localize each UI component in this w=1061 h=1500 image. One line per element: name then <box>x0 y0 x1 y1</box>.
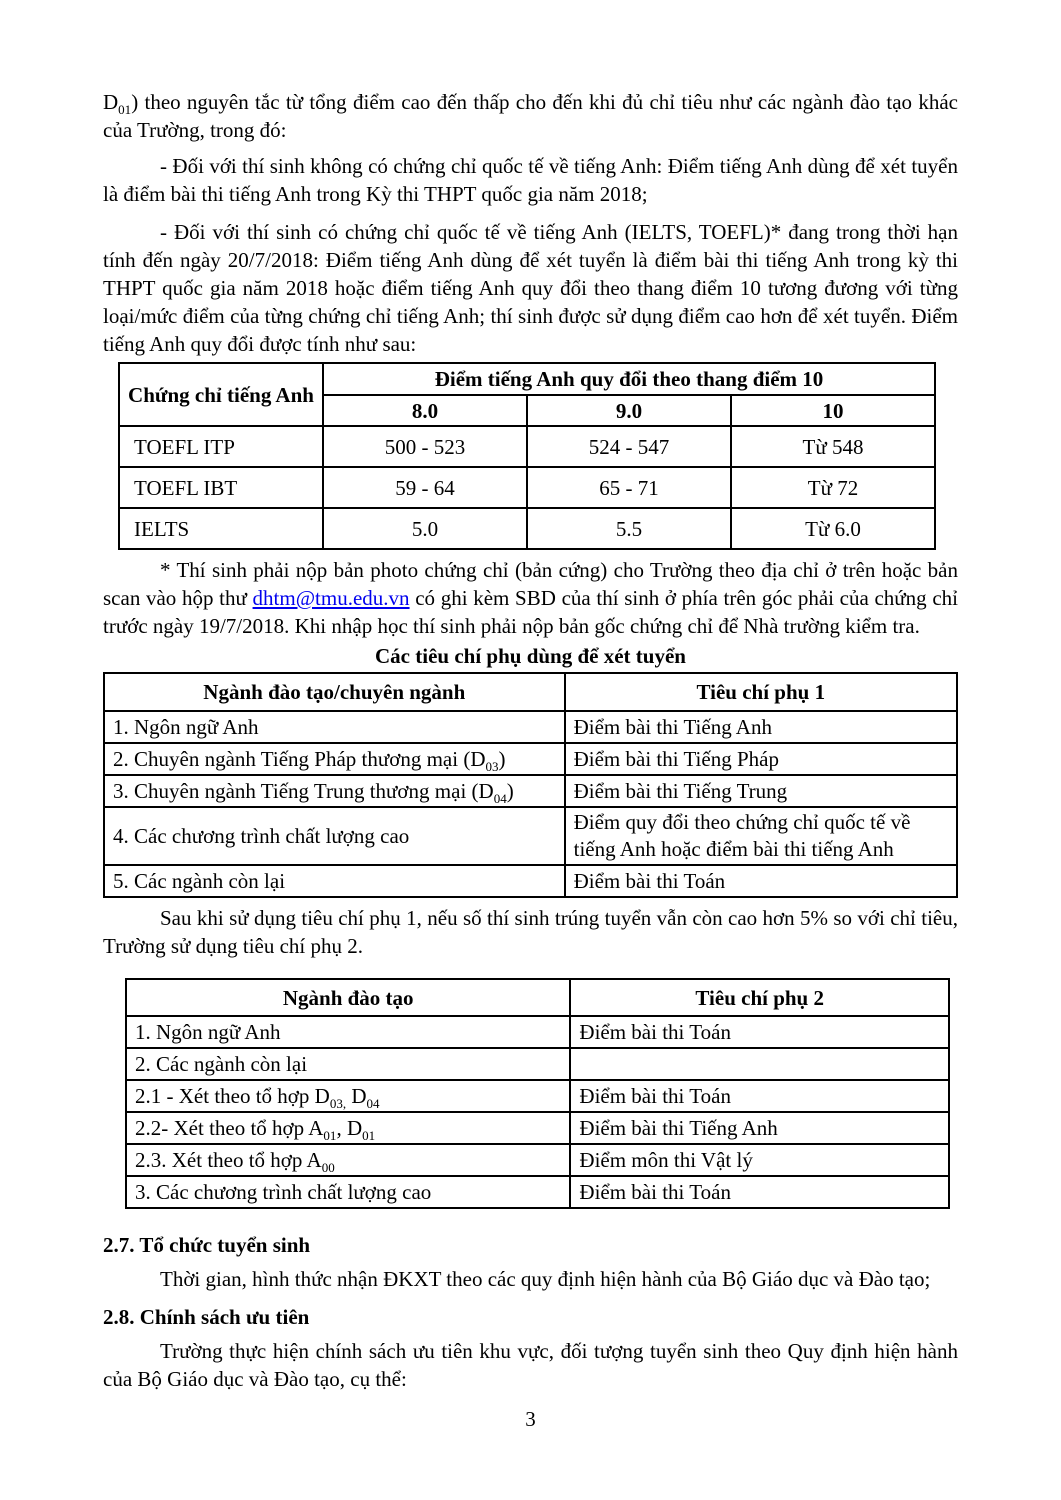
table-row <box>126 1016 949 1048</box>
table-header-row <box>104 673 957 711</box>
table-row <box>104 711 957 743</box>
table-cell: Điểm bài thi Toán <box>570 1016 949 1048</box>
table-cell: Điểm bài thi Toán <box>570 1080 949 1112</box>
section-2-7-body: Thời gian, hình thức nhận ĐKXT theo các quy định hiện hành của Bộ Giáo dục và Đào tạo; <box>160 1267 931 1291</box>
paragraph-subcriteria-2-note: Sau khi sử dụng tiêu chí phụ 1, nếu số thí sinh trúng tuyển vẫn còn cao hơn 5% so với chỉ tiêu, Trường sử dụng tiêu chí phụ 2. <box>103 906 958 958</box>
header-cell-conversion: Điểm tiếng Anh quy đổi theo thang điểm 10 <box>323 363 935 395</box>
table-cell: 2.3. Xét theo tổ hợp $A_{00}$ <box>126 1144 570 1176</box>
table-cell: 3. Các chương trình chất lượng cao <box>126 1176 570 1208</box>
table-cell: Điểm môn thi Vật lý <box>570 1144 949 1176</box>
submission-text-pre: * Thí sinh phải nộp bản photo chứng chỉ (bản cứng) cho Trường theo địa chỉ ở trên hoặc bản scan vào hộp thư <box>103 558 958 610</box>
table-cell: Từ 72 <box>731 467 935 508</box>
table-row <box>126 1144 949 1176</box>
table-row <box>119 426 935 467</box>
table-cell: 524 - 547 <box>527 426 731 467</box>
table-cell: 5. Các ngành còn lại <box>104 865 565 897</box>
table-cell: Điểm bài thi Toán <box>565 865 957 897</box>
table-row <box>126 1080 949 1112</box>
header-cell-major: Ngành đào tạo/chuyên ngành <box>104 673 565 711</box>
subcriteria-heading: Các tiêu chí phụ dùng để xét tuyển <box>375 644 686 668</box>
table-row <box>119 467 935 508</box>
table-cell <box>570 1048 949 1080</box>
table-cell: Điểm bài thi Toán <box>570 1176 949 1208</box>
header-cell-certificate: Chứng chỉ tiếng Anh <box>119 363 323 426</box>
table-cell: 2. Chuyên ngành Tiếng Pháp thương mại $(D_{03})$ <box>104 743 565 775</box>
table-row <box>126 1176 949 1208</box>
table-cell: Điểm bài thi Tiếng Anh <box>565 711 957 743</box>
subcriteria-2-table <box>125 978 950 1209</box>
subcriteria-1-table <box>103 672 958 898</box>
table-cell: Từ 548 <box>731 426 935 467</box>
header-cell-9: 9.0 <box>527 395 731 426</box>
table-header-row <box>119 363 935 395</box>
table-cell: 1. Ngôn ngữ Anh <box>104 711 565 743</box>
table-cell: IELTS <box>119 508 323 549</box>
section-2-7-heading: 2.7. Tổ chức tuyển sinh <box>103 1233 311 1257</box>
submission-text-post: có ghi kèm SBD của thí sinh ở phía trên góc phải của chứng chỉ trước ngày 19/7/2018. Khi nhập học thí sinh phải nộp bản gốc chứng chỉ để Nhà trường kiểm tra. <box>103 586 958 638</box>
table-row <box>126 1048 949 1080</box>
page-number: 3 <box>525 1407 536 1431</box>
table-cell: 5.5 <box>527 508 731 549</box>
table-row <box>104 743 957 775</box>
table-cell: Điểm bài thi Tiếng Pháp <box>565 743 957 775</box>
section-2-8-body: Trường thực hiện chính sách ưu tiên khu vực, đối tượng tuyển sinh theo Quy định hiện hành của Bộ Giáo dục và Đào tạo, cụ thể: <box>103 1339 958 1391</box>
table-cell: Điểm quy đổi theo chứng chỉ quốc tế về tiếng Anh hoặc điểm bài thi tiếng Anh <box>565 807 957 865</box>
table-row <box>104 807 957 865</box>
paragraph-with-certificate: - Đối với thí sinh có chứng chỉ quốc tế về tiếng Anh (IELTS, TOEFL)* đang trong thời hạn tính đến ngày 20/7/2018: Điểm tiếng Anh dùng để xét tuyển là điểm bài thi tiếng Anh trong kỳ thi THPT quốc gia năm 2018 hoặc điểm tiếng Anh quy đổi theo thang điểm 10 tương đương với từng loại/mức điểm của từng chứng chỉ tiếng Anh; thí sinh được sử dụng điểm cao hơn để xét tuyển. Điểm tiếng Anh quy đổi được tính như sau: <box>103 220 958 356</box>
table-cell: 4. Các chương trình chất lượng cao <box>104 807 565 865</box>
table-cell: Điểm bài thi Tiếng Trung <box>565 775 957 807</box>
header-cell-10: 10 <box>731 395 935 426</box>
english-score-conversion-table <box>118 362 936 550</box>
table-cell: Điểm bài thi Tiếng Anh <box>570 1112 949 1144</box>
table-cell: 65 - 71 <box>527 467 731 508</box>
table-cell: TOEFL ITP <box>119 426 323 467</box>
table-cell: 500 - 523 <box>323 426 527 467</box>
header-cell-criteria2: Tiêu chí phụ 2 <box>570 979 949 1016</box>
paragraph-certificate-submission <box>103 556 958 640</box>
paragraph-no-certificate: - Đối với thí sinh không có chứng chỉ quốc tế về tiếng Anh: Điểm tiếng Anh dùng để xét tuyển là điểm bài thi tiếng Anh trong Kỳ thi THPT quốc gia năm 2018; <box>103 154 958 206</box>
table-cell: 2.2- Xét theo tổ hợp $A_{01}$, $D_{01}$ <box>126 1112 570 1144</box>
header-cell-major: Ngành đào tạo <box>126 979 570 1016</box>
table-row <box>119 508 935 549</box>
table-row <box>126 1112 949 1144</box>
table-cell: 3. Chuyên ngành Tiếng Trung thương mại $(D_{04})$ <box>104 775 565 807</box>
table-cell: Từ 6.0 <box>731 508 935 549</box>
table-cell: 2.1 - Xét theo tổ hợp $D_{03,}$ $D_{04}$ <box>126 1080 570 1112</box>
table-header-row <box>126 979 949 1016</box>
header-cell-8: 8.0 <box>323 395 527 426</box>
table-row <box>104 865 957 897</box>
table-cell: TOEFL IBT <box>119 467 323 508</box>
email-link[interactable]: dhtm@tmu.edu.vn <box>252 586 410 610</box>
table-cell: 59 - 64 <box>323 467 527 508</box>
section-2-8-heading: 2.8. Chính sách ưu tiên <box>103 1305 310 1329</box>
header-cell-criteria1: Tiêu chí phụ 1 <box>565 673 957 711</box>
table-row <box>104 775 957 807</box>
table-cell: 1. Ngôn ngữ Anh <box>126 1016 570 1048</box>
table-cell: 2. Các ngành còn lại <box>126 1048 570 1080</box>
paragraph-intro: $D_{01}$) theo nguyên tắc từ tổng điểm cao đến thấp cho đến khi đủ chỉ tiêu như các ngành đào tạo khác của Trường, trong đó: <box>103 90 958 142</box>
table-cell: 5.0 <box>323 508 527 549</box>
